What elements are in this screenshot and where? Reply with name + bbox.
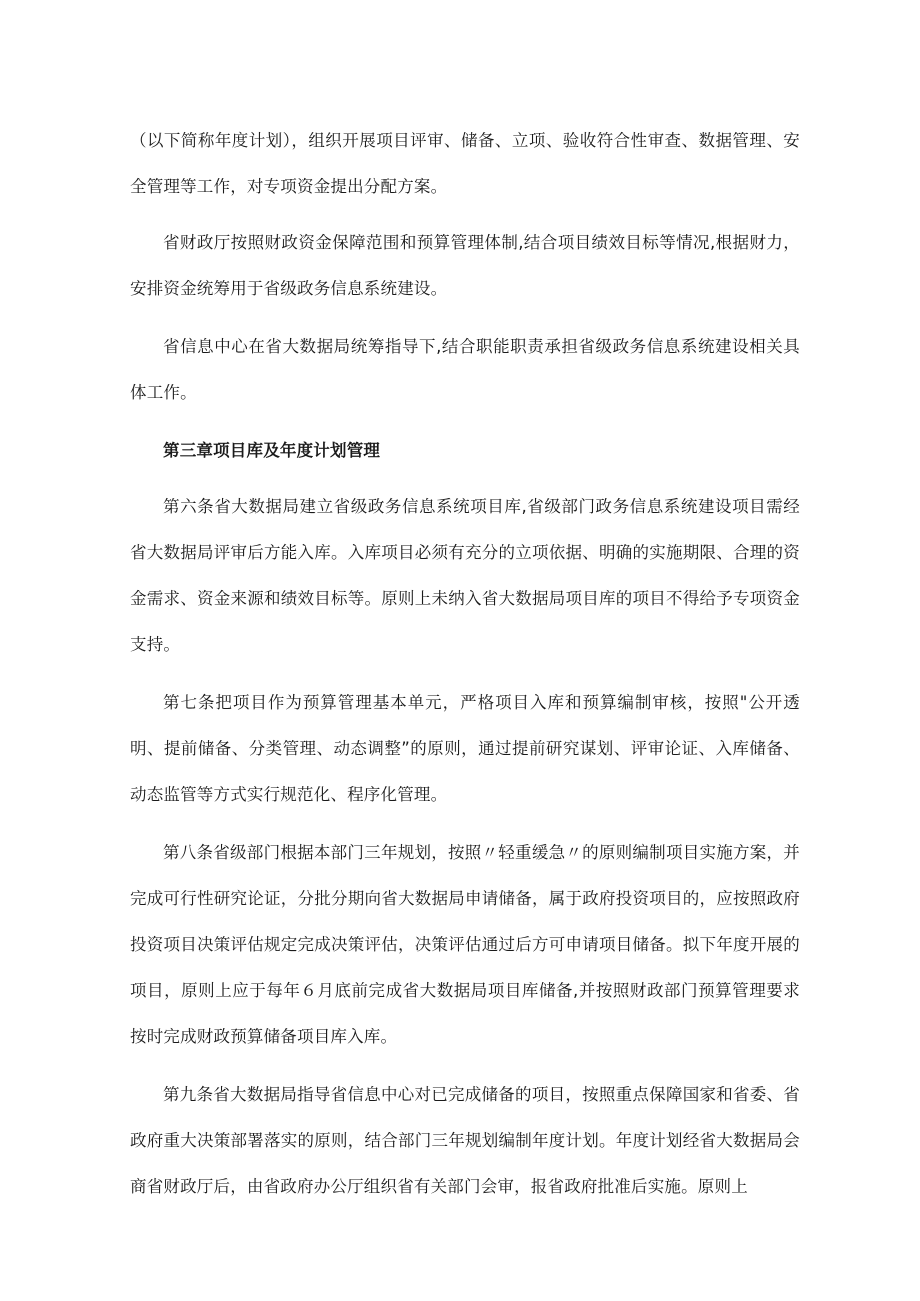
paragraph-information-center: 省信息中心在省大数据局统筹指导下,结合职能职责承担省级政务信息系统建设相关具体工作。 xyxy=(130,337,800,402)
chapter-heading: 第三章项目库及年度计划管理 xyxy=(163,441,381,460)
document-body xyxy=(130,118,800,1222)
article-9: 第九条省大数据局指导省信息中心对已完成储备的项目，按照重点保障国家和省委、省政府重大决策部署落实的原则，结合部门三年规划编制年度计划。年度计划经省大数据局会商省财政厅后，由省政府办公厅组织省有关部门会审，报省政府批准后实施。原则上 xyxy=(130,1085,800,1196)
paragraph-continuation: （以下简称年度计划），组织开展项目评审、储备、立项、验收符合性审查、数据管理、安全管理等工作，对专项资金提出分配方案。 xyxy=(130,131,800,196)
article-8: 第八条省级部门根据本部门三年规划，按照〃轻重缓急〃的原则编制项目实施方案，并完成可行性研究论证，分批分期向省大数据局申请储备，属于政府投资项目的，应按照政府投资项目决策评估规定完成决策评估，决策评估通过后方可申请项目储备。拟下年度开展的项目，原则上应于每年６月底前完成省大数据局项目库储备,并按照财政部门预算管理要求按时完成财政预算储备项目库入库。 xyxy=(130,843,800,1046)
article-6: 第六条省大数据局建立省级政务信息系统项目库,省级部门政务信息系统建设项目需经省大数据局评审后方能入库。入库项目必须有充分的立项依据、明确的实施期限、合理的资金需求、资金来源和绩效目标等。原则上未纳入省大数据局项目库的项目不得给予专项资金支持。 xyxy=(130,497,800,654)
paragraph-finance-department: 省财政厅按照财政资金保障范围和预算管理体制,结合项目绩效目标等情况,根据财力，安排资金统筹用于省级政务信息系统建设。 xyxy=(130,233,800,298)
article-7: 第七条把项目作为预算管理基本单元，严格项目入库和预算编制审核，按照"公开透明、提前储备、分类管理、动态调整”的原则，通过提前研究谋划、评审论证、入库储备、动态监管等方式实行规范化、程序化管理。 xyxy=(130,693,800,804)
